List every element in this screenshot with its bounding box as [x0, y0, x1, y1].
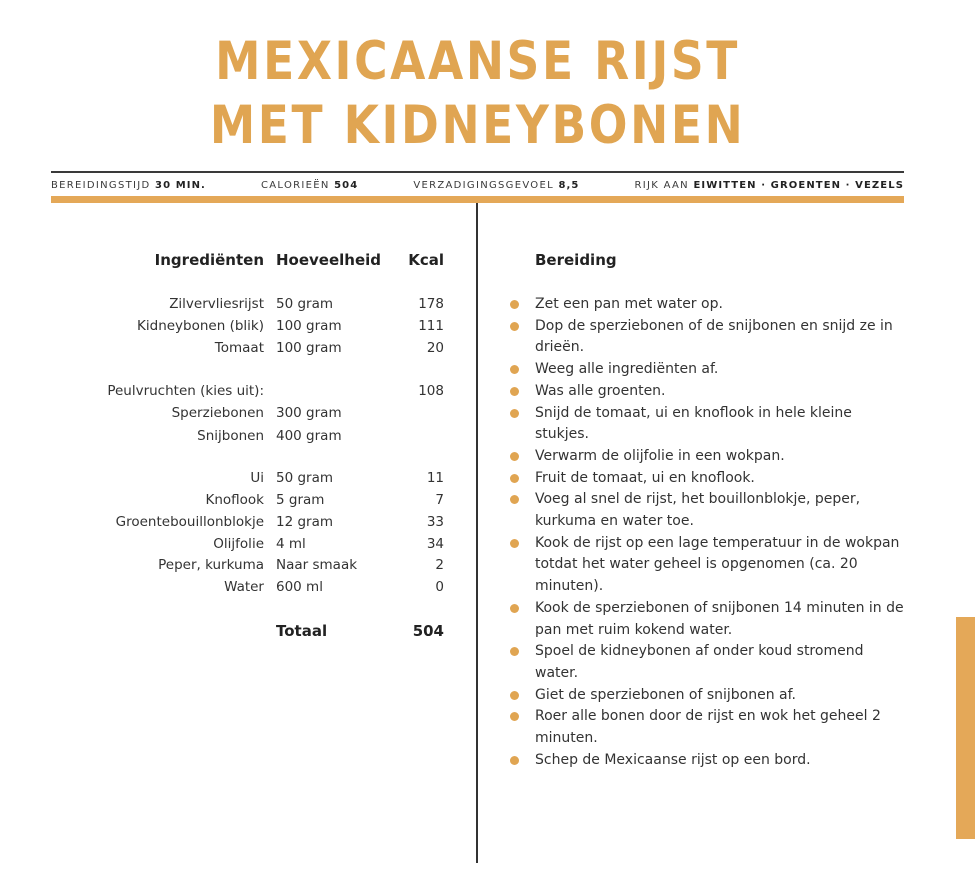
- list-item: Spoel de kidneybonen af onder koud stromend water.: [510, 641, 910, 684]
- ingredient-name: Peper, kurkuma: [158, 557, 264, 573]
- preparation-steps: [510, 294, 910, 771]
- list-item: Kook de rijst op een lage temperatuur in de wokpan totdat het water geheel is opgenomen (ca. 20 minuten).: [510, 533, 910, 598]
- ingredients-header-row: [0, 251, 460, 271]
- ingredient-kcal: 34: [426, 536, 444, 552]
- satiety-label: VERZADIGINGSGEVOEL: [413, 179, 554, 191]
- page-side-tab: [956, 617, 975, 839]
- ingredient-amount: 5 gram: [276, 492, 325, 508]
- table-row: [0, 492, 460, 512]
- ingredient-kcal: 111: [418, 318, 444, 334]
- total-kcal: 504: [412, 622, 444, 640]
- table-row: [0, 428, 460, 448]
- top-rule: [51, 171, 904, 173]
- table-row: [0, 470, 460, 490]
- prep-time-value: 30 MIN.: [155, 179, 206, 191]
- accent-rule: [51, 196, 904, 203]
- ingredient-amount: 50 gram: [276, 296, 334, 312]
- ingredient-amount: 12 gram: [276, 514, 334, 530]
- ingredient-name: Peulvruchten (kies uit):: [107, 383, 264, 399]
- ingredient-name: Snijbonen: [197, 428, 264, 444]
- ingredient-kcal: 7: [435, 492, 444, 508]
- ingredient-name: Zilvervliesrijst: [169, 296, 264, 312]
- header-amount: Hoeveelheid: [276, 251, 382, 269]
- list-item: Fruit de tomaat, ui en knoflook.: [510, 468, 910, 490]
- table-row: [0, 579, 460, 599]
- total-row: [0, 622, 460, 642]
- ingredient-kcal: 33: [426, 514, 444, 530]
- prep-time-label: BEREIDINGSTIJD: [51, 179, 151, 191]
- prep-time: [51, 180, 206, 191]
- ingredient-kcal: 20: [426, 340, 444, 356]
- table-row: [0, 514, 460, 534]
- ingredient-name: Olijfolie: [213, 536, 264, 552]
- list-item: Kook de sperziebonen of snijbonen 14 minuten in de pan met ruim kokend water.: [510, 598, 910, 641]
- list-item: Was alle groenten.: [510, 381, 910, 403]
- satiety-value: 8,5: [558, 179, 580, 191]
- ingredient-name: Sperziebonen: [171, 405, 264, 421]
- column-divider: [476, 203, 478, 863]
- recipe-meta-bar: [51, 178, 904, 192]
- ingredient-name: Water: [224, 579, 264, 595]
- ingredient-amount: Naar smaak: [276, 557, 358, 573]
- ingredient-kcal: 11: [426, 470, 444, 486]
- rich-in-label: RIJK AAN: [634, 179, 689, 191]
- list-item: Snijd de tomaat, ui en knoflook in hele kleine stukjes.: [510, 403, 910, 446]
- ingredient-name: Tomaat: [214, 340, 264, 356]
- calories-label: CALORIEËN: [261, 179, 330, 191]
- ingredient-name: Groentebouillonblokje: [115, 514, 264, 530]
- header-kcal: Kcal: [408, 251, 444, 269]
- ingredient-name: Ui: [250, 470, 264, 486]
- table-row: [0, 536, 460, 556]
- list-item: Zet een pan met water op.: [510, 294, 910, 316]
- ingredient-amount: 600 ml: [276, 579, 323, 595]
- ingredient-name: Knoflook: [205, 492, 264, 508]
- list-item: Schep de Mexicaanse rijst op een bord.: [510, 750, 910, 772]
- ingredient-amount: 4 ml: [276, 536, 306, 552]
- ingredient-amount: 50 gram: [276, 470, 334, 486]
- list-item: Verwarm de olijfolie in een wokpan.: [510, 446, 910, 468]
- ingredient-amount: 400 gram: [276, 428, 342, 444]
- calories: [261, 180, 358, 191]
- ingredient-name: Kidneybonen (blik): [137, 318, 264, 334]
- list-item: Roer alle bonen door de rijst en wok het geheel 2 minuten.: [510, 706, 910, 749]
- ingredient-amount: 100 gram: [276, 340, 342, 356]
- recipe-title-line-2: MET KIDNEYBONEN: [209, 95, 746, 156]
- rich-in: [635, 180, 904, 191]
- ingredient-kcal: 178: [418, 296, 444, 312]
- table-row: [0, 557, 460, 577]
- header-ingredients: Ingrediënten: [154, 251, 264, 269]
- table-row: [0, 296, 460, 316]
- total-label: Totaal: [276, 622, 328, 640]
- recipe-title-line-1: MEXICAANSE RIJST: [215, 31, 740, 92]
- table-row: [0, 318, 460, 338]
- list-item: Weeg alle ingrediënten af.: [510, 359, 910, 381]
- calories-value: 504: [334, 179, 359, 191]
- table-row: [0, 340, 460, 360]
- table-row: [0, 383, 460, 403]
- ingredient-kcal: 2: [435, 557, 444, 573]
- list-item: Dop de sperziebonen of de snijbonen en snijd ze in drieën.: [510, 316, 910, 359]
- ingredient-amount: 100 gram: [276, 318, 342, 334]
- preparation-title: Bereiding: [535, 251, 617, 269]
- table-row: [0, 405, 460, 425]
- ingredient-amount: 300 gram: [276, 405, 342, 421]
- list-item: Giet de sperziebonen of snijbonen af.: [510, 685, 910, 707]
- satiety: [413, 180, 579, 191]
- ingredient-kcal: 108: [418, 383, 444, 399]
- ingredient-kcal: 0: [435, 579, 444, 595]
- recipe-title: [67, 30, 888, 158]
- list-item: Voeg al snel de rijst, het bouillonblokje, peper, kurkuma en water toe.: [510, 489, 910, 532]
- rich-in-value: EIWITTEN · GROENTEN · VEZELS: [693, 179, 904, 191]
